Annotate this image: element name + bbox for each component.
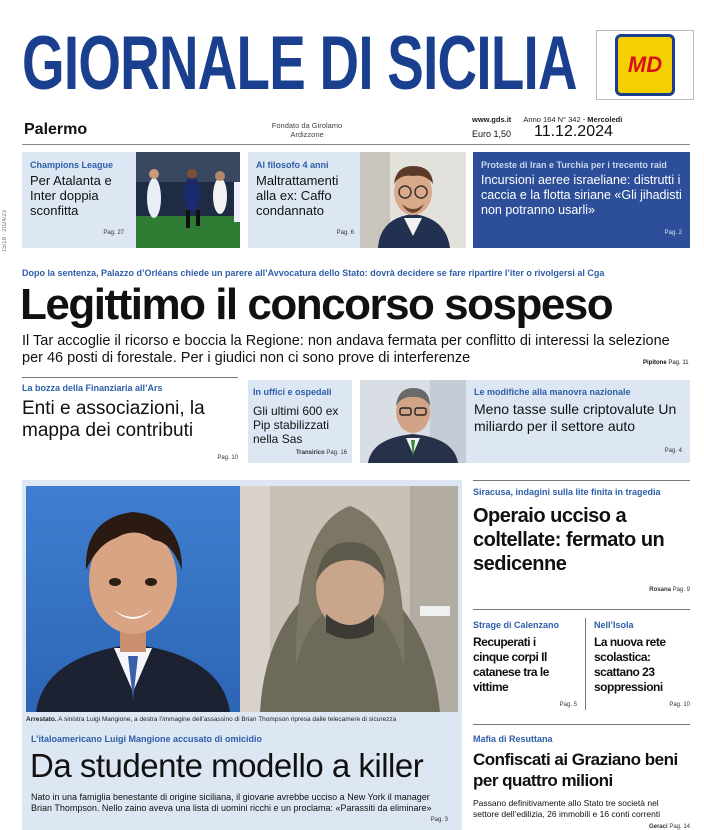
issue-number: Anno 164 N° 342 - (523, 115, 586, 124)
side-code: 15/18 · 2024/23 (2, 210, 8, 253)
main-body: Nato in una famiglia benestante di origine siciliana, il giovane avrebbe ucciso a New York il manager Brian Thompson. Nello zaino aveva una lista di uomini ricchi e un proclama: «Parassiti da eliminare» (31, 792, 432, 813)
story-school[interactable] (594, 620, 690, 712)
divider (22, 377, 238, 378)
story-kicker: Nell’Isola (594, 620, 634, 630)
md-logo-icon (615, 34, 675, 96)
story-kicker: Le modifiche alla manovra nazionale (474, 387, 631, 397)
main-page: Pag. 3 (430, 817, 448, 823)
price: Euro 1,50 (472, 129, 512, 139)
edition-city: Palermo (24, 121, 88, 138)
story-calenzano[interactable] (473, 620, 579, 712)
story-page: Pag. 5 (559, 702, 577, 708)
teaser-sport[interactable] (22, 152, 240, 248)
site-link[interactable]: www.gds.it (472, 115, 512, 124)
minister-photo (360, 380, 466, 463)
main-headline[interactable]: Da studente modello a killer (30, 747, 424, 784)
story-body: Passano definitivamente allo Stato tre società nel settore dell’edilizia, 26 immobili e 16 conti correnti (473, 798, 661, 819)
story-page: Pag. 10 (217, 455, 238, 461)
main-story[interactable] (22, 480, 462, 830)
story-kicker: Strage di Calenzano (473, 620, 560, 630)
story-budget[interactable] (22, 383, 238, 463)
teaser-title: Per Atalanta e Inter doppia sconfitta (30, 173, 112, 218)
story-siracusa[interactable] (473, 487, 690, 597)
divider (585, 618, 586, 710)
teaser-title: Incursioni aeree israeliane: distrutti i caccia e la flotta siriane «Gli jihadisti non potranno usarli» (481, 173, 682, 217)
issue-date: 11.12.2024 (534, 123, 613, 140)
lead-page-number: Pag. 11 (668, 360, 689, 366)
story-page (649, 587, 690, 593)
story-page (296, 450, 347, 456)
story-author: Geraci (648, 824, 668, 830)
student-photo (26, 486, 240, 712)
story-title: Meno tasse sulle criptovalute Un miliardo per il settore auto (474, 401, 677, 434)
lead-kicker: Dopo la sentenza, Palazzo d’Orléans chiede un parere all’Avvocatura dello Stato: dovrà decidere se fare ripartire l’iter o rivolgersi al Cga (22, 268, 605, 278)
story-kicker: Mafia di Resuttana (473, 734, 553, 744)
story-page: Pag. 10 (669, 702, 690, 708)
story-pip[interactable] (248, 380, 352, 463)
story-mafia[interactable] (473, 734, 690, 830)
story-page-number: Pag. 16 (326, 450, 347, 456)
football-photo (136, 152, 240, 248)
teaser-page: Pag. 6 (336, 230, 354, 236)
teaser-kicker: Proteste di Iran e Turchia per i trecento raid (481, 160, 667, 170)
teaser-kicker: Champions League (30, 160, 114, 170)
suspect-photo (240, 486, 458, 712)
story-author: Transirico (295, 450, 325, 456)
lead-subtitle: Il Tar accoglie il ricorso e boccia la Regione: non andava fermata per conflitto di interessi la selezione per 46 posti di forestale. Per i giudici non ci sono prove di interferenze (22, 333, 670, 366)
main-kicker: L’italoamericano Luigi Mangione accusato di omicidio (31, 734, 263, 744)
weekday: Mercoledì (587, 115, 623, 124)
teaser-page: Pag. 27 (103, 230, 124, 236)
newspaper-title: GIORNALE DI SICILIA (22, 24, 577, 104)
teaser-title: Maltrattamenti alla ex: Caffo condannato (256, 173, 339, 218)
story-kicker: Siracusa, indagini sulla lite finita in tragedia (473, 487, 661, 497)
divider (473, 724, 690, 725)
story-page: Pag. 4 (664, 448, 682, 454)
founded-note: Fondato da Girolamo Ardizzone (271, 121, 343, 139)
story-tax[interactable] (466, 380, 690, 463)
divider (22, 144, 690, 145)
story-title: Gli ultimi 600 ex Pip stabilizzati nella Sas (253, 404, 339, 446)
logo-text: MD (627, 52, 663, 77)
caption-bold: Arrestato. (26, 716, 57, 723)
masthead (22, 24, 582, 104)
story-page-number: Pag. 9 (672, 587, 690, 593)
lead-author: Pipitone (643, 360, 667, 366)
caption-text: A sinistra Luigi Mangione, a destra l’immagine dell’assassino di Brian Thompson ripresa dalle telecamere di sicurezza (58, 716, 397, 723)
story-title: Confiscati ai Graziano beni per quattro milioni (473, 750, 678, 790)
divider (473, 480, 690, 481)
lead-page (643, 360, 689, 366)
story-title: La nuova rete scolastica: scattano 23 soppressioni (594, 635, 666, 694)
story-title: Recuperati i cinque corpi Il catanese tra le vittime (473, 635, 549, 694)
lead-headline[interactable]: Legittimo il concorso sospeso (20, 280, 613, 329)
portrait-photo (360, 152, 466, 248)
divider (473, 609, 690, 610)
story-title: Operaio ucciso a coltellate: fermato un sedicenne (473, 505, 665, 575)
story-kicker: La bozza della Finanziaria all’Ars (22, 383, 163, 393)
story-title: Enti e associazioni, la mappa dei contributi (22, 398, 205, 441)
story-author: Rosana (649, 587, 671, 593)
teaser-world[interactable] (473, 152, 690, 248)
teaser-court[interactable] (248, 152, 466, 248)
teaser-page: Pag. 2 (664, 230, 682, 236)
story-page (649, 824, 690, 830)
teaser-kicker: Al filosofo 4 anni (256, 160, 329, 170)
photo-caption (26, 716, 458, 723)
story-page-number: Pag. 14 (669, 824, 690, 830)
sponsor-logo[interactable] (596, 30, 694, 100)
story-kicker: In uffici e ospedali (253, 387, 332, 397)
